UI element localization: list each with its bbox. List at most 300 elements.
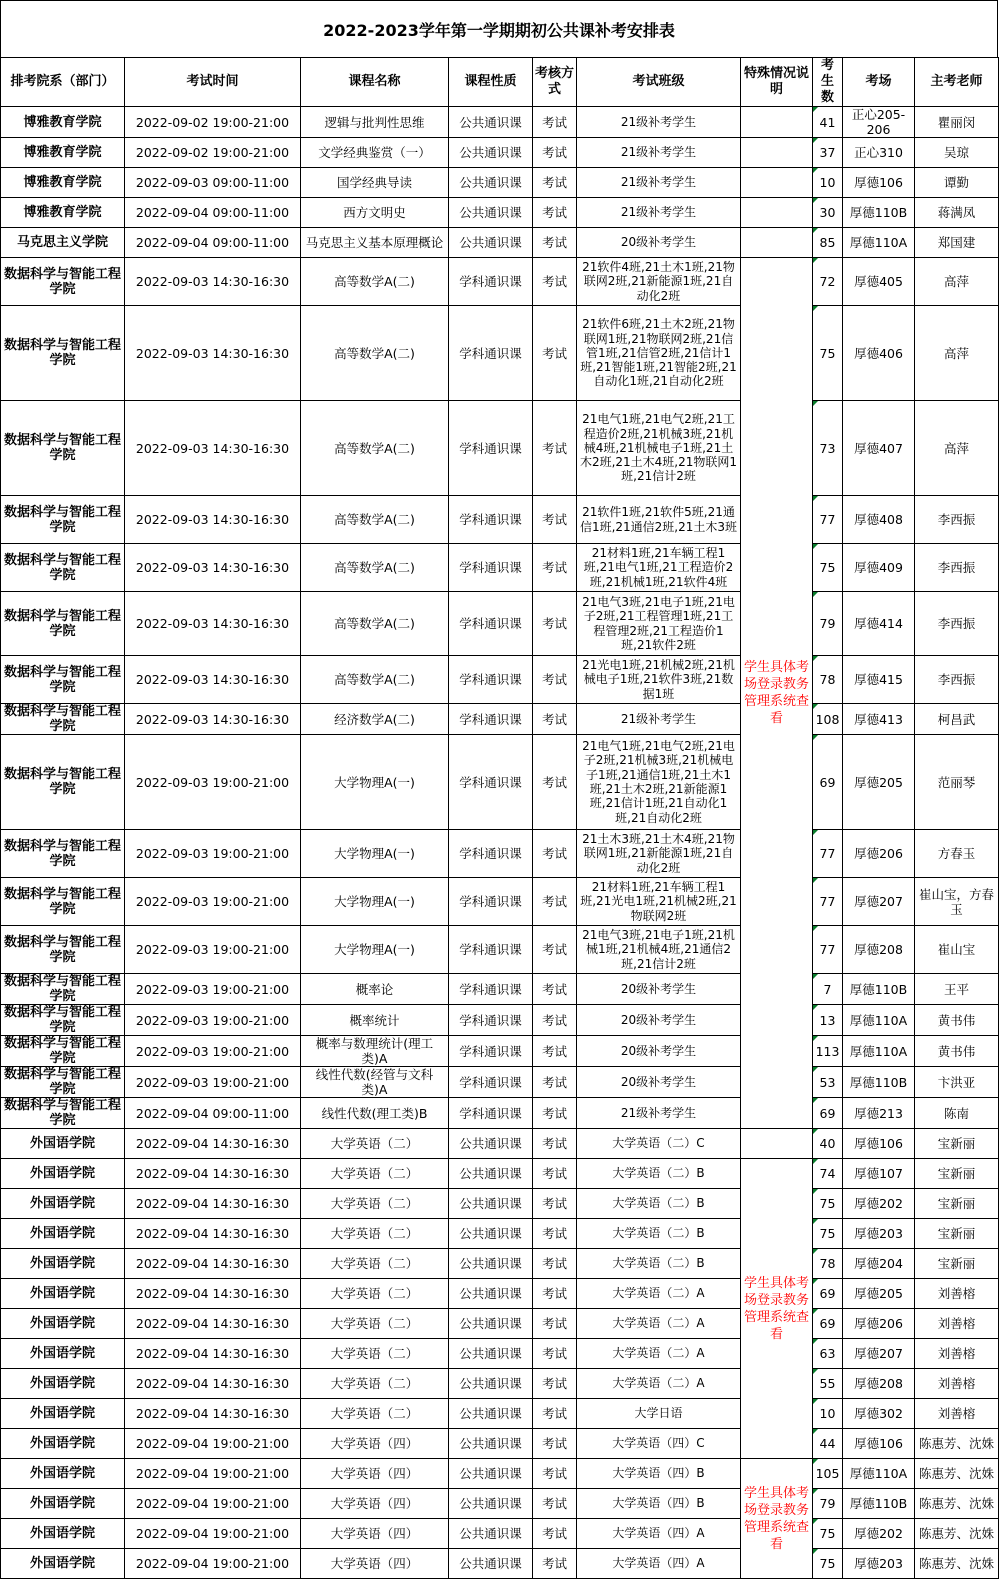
table-row — [1, 107, 999, 138]
count-cell: 77 — [813, 830, 843, 878]
class-cell: 21电气1班,21电气2班,21工程造价2班,21机械3班,21机械4班,21机械电子1班,21土木2班,21土木4班,21物联网1班,21信计2班 — [577, 401, 741, 496]
method-cell: 考试 — [533, 592, 577, 656]
method-cell: 考试 — [533, 1459, 577, 1489]
count-cell: 7 — [813, 974, 843, 1005]
time-cell: 2022-09-04 14:30-16:30 — [125, 1309, 301, 1339]
room-cell: 厚德110A — [843, 1005, 915, 1036]
header-note: 特殊情况说明 — [741, 58, 813, 107]
nature-cell: 学科通识课 — [449, 592, 533, 656]
time-cell: 2022-09-04 14:30-16:30 — [125, 1399, 301, 1429]
teacher-cell: 蒋满凤 — [915, 198, 999, 228]
teacher-cell: 陈惠芳、沈姝 — [915, 1549, 999, 1579]
course-cell: 大学物理A(一) — [301, 735, 449, 830]
teacher-cell: 高萍 — [915, 258, 999, 306]
course-cell: 大学英语（二） — [301, 1219, 449, 1249]
nature-cell: 公共通识课 — [449, 1369, 533, 1399]
table-row — [1, 1489, 999, 1519]
dept-cell: 数据科学与智能工程学院 — [1, 974, 125, 1005]
course-cell: 大学英语（二） — [301, 1279, 449, 1309]
teacher-cell: 高萍 — [915, 401, 999, 496]
class-cell: 大学英语（二）C — [577, 1129, 741, 1159]
count-cell: 77 — [813, 496, 843, 544]
nature-cell: 学科通识课 — [449, 306, 533, 401]
time-cell: 2022-09-04 14:30-16:30 — [125, 1159, 301, 1189]
dept-cell: 数据科学与智能工程学院 — [1, 592, 125, 656]
teacher-cell: 高萍 — [915, 306, 999, 401]
header-method: 考核方式 — [533, 58, 577, 107]
time-cell: 2022-09-03 19:00-21:00 — [125, 926, 301, 974]
class-cell: 大学英语（二）B — [577, 1189, 741, 1219]
count-cell: 13 — [813, 1005, 843, 1036]
dept-cell: 数据科学与智能工程学院 — [1, 1005, 125, 1036]
room-cell: 厚德409 — [843, 544, 915, 592]
class-cell: 大学日语 — [577, 1399, 741, 1429]
teacher-cell: 崔山宝，方春玉 — [915, 878, 999, 926]
count-cell: 73 — [813, 401, 843, 496]
count-cell: 40 — [813, 1129, 843, 1159]
nature-cell: 学科通识课 — [449, 258, 533, 306]
room-cell: 厚德110A — [843, 228, 915, 258]
teacher-cell: 宝新丽 — [915, 1249, 999, 1279]
course-cell: 国学经典导读 — [301, 168, 449, 198]
teacher-cell: 范丽琴 — [915, 735, 999, 830]
method-cell: 考试 — [533, 1129, 577, 1159]
table-row — [1, 1429, 999, 1459]
teacher-cell: 郑国建 — [915, 228, 999, 258]
count-cell: 63 — [813, 1339, 843, 1369]
time-cell: 2022-09-03 19:00-21:00 — [125, 735, 301, 830]
room-cell: 厚德407 — [843, 401, 915, 496]
count-cell: 79 — [813, 592, 843, 656]
dept-cell: 数据科学与智能工程学院 — [1, 1098, 125, 1129]
teacher-cell: 宝新丽 — [915, 1189, 999, 1219]
room-cell: 厚德202 — [843, 1189, 915, 1219]
nature-cell: 学科通识课 — [449, 1005, 533, 1036]
note-cell: 学生具体考场登录教务管理系统查看 — [741, 258, 813, 1129]
time-cell: 2022-09-04 19:00-21:00 — [125, 1519, 301, 1549]
room-cell: 厚德206 — [843, 1309, 915, 1339]
room-cell: 厚德110B — [843, 198, 915, 228]
nature-cell: 公共通识课 — [449, 198, 533, 228]
course-cell: 大学英语（二） — [301, 1249, 449, 1279]
course-cell: 大学英语（二） — [301, 1399, 449, 1429]
teacher-cell: 刘善榕 — [915, 1309, 999, 1339]
dept-cell: 外国语学院 — [1, 1279, 125, 1309]
teacher-cell: 陈南 — [915, 1098, 999, 1129]
room-cell: 厚德207 — [843, 1339, 915, 1369]
dept-cell: 数据科学与智能工程学院 — [1, 1067, 125, 1098]
nature-cell: 学科通识课 — [449, 974, 533, 1005]
dept-cell: 数据科学与智能工程学院 — [1, 496, 125, 544]
teacher-cell: 李西振 — [915, 544, 999, 592]
count-cell: 37 — [813, 138, 843, 168]
dept-cell: 数据科学与智能工程学院 — [1, 735, 125, 830]
table-row — [1, 656, 999, 704]
method-cell: 考试 — [533, 656, 577, 704]
time-cell: 2022-09-04 14:30-16:30 — [125, 1279, 301, 1309]
class-cell: 大学英语（二）A — [577, 1339, 741, 1369]
count-cell: 53 — [813, 1067, 843, 1098]
method-cell: 考试 — [533, 1249, 577, 1279]
dept-cell: 数据科学与智能工程学院 — [1, 401, 125, 496]
teacher-cell: 吴琼 — [915, 138, 999, 168]
class-cell: 大学英语（四）B — [577, 1489, 741, 1519]
teacher-cell: 黄书伟 — [915, 1036, 999, 1067]
room-cell: 厚德110B — [843, 1489, 915, 1519]
table-row — [1, 1279, 999, 1309]
course-cell: 大学物理A(一) — [301, 926, 449, 974]
nature-cell: 公共通识课 — [449, 1399, 533, 1429]
table-row — [1, 1339, 999, 1369]
method-cell: 考试 — [533, 1429, 577, 1459]
dept-cell: 外国语学院 — [1, 1489, 125, 1519]
method-cell: 考试 — [533, 1549, 577, 1579]
count-cell: 78 — [813, 656, 843, 704]
teacher-cell: 刘善榕 — [915, 1369, 999, 1399]
table-row — [1, 168, 999, 198]
course-cell: 大学英语（四） — [301, 1549, 449, 1579]
class-cell: 21级补考学生 — [577, 107, 741, 138]
nature-cell: 公共通识课 — [449, 1159, 533, 1189]
dept-cell: 博雅教育学院 — [1, 107, 125, 138]
count-cell: 75 — [813, 544, 843, 592]
table-row — [1, 704, 999, 735]
teacher-cell: 刘善榕 — [915, 1279, 999, 1309]
note-cell: 学生具体考场登录教务管理系统查看 — [741, 1459, 813, 1579]
method-cell: 考试 — [533, 258, 577, 306]
teacher-cell: 李西振 — [915, 656, 999, 704]
course-cell: 大学物理A(一) — [301, 878, 449, 926]
dept-cell: 外国语学院 — [1, 1159, 125, 1189]
teacher-cell: 李西振 — [915, 496, 999, 544]
class-cell: 大学英语（四）A — [577, 1549, 741, 1579]
teacher-cell: 方春玉 — [915, 830, 999, 878]
room-cell: 厚德110A — [843, 1036, 915, 1067]
method-cell: 考试 — [533, 306, 577, 401]
header-nature: 课程性质 — [449, 58, 533, 107]
nature-cell: 公共通识课 — [449, 228, 533, 258]
table-row — [1, 974, 999, 1005]
class-cell: 20级补考学生 — [577, 1005, 741, 1036]
note-cell-empty — [741, 168, 813, 198]
teacher-cell: 王平 — [915, 974, 999, 1005]
nature-cell: 公共通识课 — [449, 1489, 533, 1519]
room-cell: 厚德406 — [843, 306, 915, 401]
count-cell: 10 — [813, 1399, 843, 1429]
method-cell: 考试 — [533, 704, 577, 735]
method-cell: 考试 — [533, 735, 577, 830]
room-cell: 厚德202 — [843, 1519, 915, 1549]
header-room: 考场 — [843, 58, 915, 107]
time-cell: 2022-09-04 19:00-21:00 — [125, 1459, 301, 1489]
room-cell: 厚德413 — [843, 704, 915, 735]
time-cell: 2022-09-04 14:30-16:30 — [125, 1129, 301, 1159]
count-cell: 69 — [813, 1279, 843, 1309]
count-cell: 75 — [813, 1519, 843, 1549]
count-cell: 75 — [813, 1189, 843, 1219]
nature-cell: 公共通识课 — [449, 1429, 533, 1459]
count-cell: 72 — [813, 258, 843, 306]
time-cell: 2022-09-03 19:00-21:00 — [125, 1036, 301, 1067]
note-cell-empty — [741, 198, 813, 228]
time-cell: 2022-09-04 14:30-16:30 — [125, 1249, 301, 1279]
room-cell: 厚德205 — [843, 1279, 915, 1309]
time-cell: 2022-09-03 14:30-16:30 — [125, 496, 301, 544]
dept-cell: 数据科学与智能工程学院 — [1, 878, 125, 926]
dept-cell: 博雅教育学院 — [1, 138, 125, 168]
time-cell: 2022-09-03 14:30-16:30 — [125, 592, 301, 656]
time-cell: 2022-09-03 19:00-21:00 — [125, 1005, 301, 1036]
table-row — [1, 401, 999, 496]
dept-cell: 数据科学与智能工程学院 — [1, 544, 125, 592]
class-cell: 21土木3班,21土木4班,21物联网1班,21新能源1班,21自动化2班 — [577, 830, 741, 878]
dept-cell: 外国语学院 — [1, 1189, 125, 1219]
room-cell: 厚德110B — [843, 974, 915, 1005]
time-cell: 2022-09-03 14:30-16:30 — [125, 306, 301, 401]
dept-cell: 马克思主义学院 — [1, 228, 125, 258]
teacher-cell: 谭勤 — [915, 168, 999, 198]
note-cell: 学生具体考场登录教务管理系统查看 — [741, 1159, 813, 1459]
method-cell: 考试 — [533, 1369, 577, 1399]
time-cell: 2022-09-04 09:00-11:00 — [125, 1098, 301, 1129]
method-cell: 考试 — [533, 138, 577, 168]
dept-cell: 数据科学与智能工程学院 — [1, 258, 125, 306]
course-cell: 线性代数(经管与文科类)A — [301, 1067, 449, 1098]
count-cell: 55 — [813, 1369, 843, 1399]
table-row — [1, 830, 999, 878]
teacher-cell: 陈惠芳、沈姝 — [915, 1489, 999, 1519]
time-cell: 2022-09-04 14:30-16:30 — [125, 1369, 301, 1399]
time-cell: 2022-09-03 19:00-21:00 — [125, 974, 301, 1005]
count-cell: 79 — [813, 1489, 843, 1519]
time-cell: 2022-09-04 14:30-16:30 — [125, 1339, 301, 1369]
teacher-cell: 刘善榕 — [915, 1339, 999, 1369]
count-cell: 69 — [813, 1309, 843, 1339]
table-row — [1, 258, 999, 306]
time-cell: 2022-09-03 19:00-21:00 — [125, 1067, 301, 1098]
note-cell-empty — [741, 138, 813, 168]
table-row — [1, 544, 999, 592]
teacher-cell: 崔山宝 — [915, 926, 999, 974]
method-cell: 考试 — [533, 168, 577, 198]
dept-cell: 外国语学院 — [1, 1369, 125, 1399]
nature-cell: 公共通识课 — [449, 1339, 533, 1369]
room-cell: 厚德203 — [843, 1549, 915, 1579]
room-cell: 厚德203 — [843, 1219, 915, 1249]
course-cell: 高等数学A(二) — [301, 496, 449, 544]
course-cell: 大学物理A(一) — [301, 830, 449, 878]
time-cell: 2022-09-02 19:00-21:00 — [125, 138, 301, 168]
method-cell: 考试 — [533, 198, 577, 228]
class-cell: 20级补考学生 — [577, 228, 741, 258]
method-cell: 考试 — [533, 1339, 577, 1369]
nature-cell: 学科通识课 — [449, 401, 533, 496]
method-cell: 考试 — [533, 496, 577, 544]
table-row — [1, 138, 999, 168]
dept-cell: 外国语学院 — [1, 1249, 125, 1279]
nature-cell: 学科通识课 — [449, 544, 533, 592]
room-cell: 厚德107 — [843, 1159, 915, 1189]
table-row — [1, 1159, 999, 1189]
nature-cell: 公共通识课 — [449, 1189, 533, 1219]
class-cell: 21材料1班,21车辆工程1班,21电气1班,21工程造价2班,21机械1班,21软件4班 — [577, 544, 741, 592]
header-time: 考试时间 — [125, 58, 301, 107]
nature-cell: 学科通识课 — [449, 1036, 533, 1067]
method-cell: 考试 — [533, 1219, 577, 1249]
course-cell: 大学英语（二） — [301, 1339, 449, 1369]
count-cell: 69 — [813, 735, 843, 830]
time-cell: 2022-09-04 19:00-21:00 — [125, 1549, 301, 1579]
count-cell: 75 — [813, 1549, 843, 1579]
header-course: 课程名称 — [301, 58, 449, 107]
course-cell: 概率论 — [301, 974, 449, 1005]
time-cell: 2022-09-04 19:00-21:00 — [125, 1489, 301, 1519]
method-cell: 考试 — [533, 974, 577, 1005]
dept-cell: 数据科学与智能工程学院 — [1, 926, 125, 974]
room-cell: 厚德302 — [843, 1399, 915, 1429]
class-cell: 20级补考学生 — [577, 974, 741, 1005]
class-cell: 21软件6班,21土木2班,21物联网1班,21物联网2班,21信管1班,21信管2班,21信计1班,21智能1班,21智能2班,21自动化1班,21自动化2班 — [577, 306, 741, 401]
time-cell: 2022-09-03 14:30-16:30 — [125, 544, 301, 592]
teacher-cell: 宝新丽 — [915, 1159, 999, 1189]
class-cell: 21电气1班,21电气2班,21电子2班,21机械3班,21机械电子1班,21通信1班,21土木1班,21土木2班,21新能源1班,21信计1班,21自动化1班,21自动化2班 — [577, 735, 741, 830]
dept-cell: 数据科学与智能工程学院 — [1, 1036, 125, 1067]
teacher-cell: 宝新丽 — [915, 1129, 999, 1159]
count-cell: 105 — [813, 1459, 843, 1489]
exam-schedule-table — [0, 57, 999, 1579]
course-cell: 高等数学A(二) — [301, 258, 449, 306]
course-cell: 线性代数(理工类)B — [301, 1098, 449, 1129]
count-cell: 69 — [813, 1098, 843, 1129]
table-row — [1, 1249, 999, 1279]
room-cell: 正心205-206 — [843, 107, 915, 138]
course-cell: 逻辑与批判性思维 — [301, 107, 449, 138]
nature-cell: 学科通识课 — [449, 830, 533, 878]
count-cell: 78 — [813, 1249, 843, 1279]
nature-cell: 公共通识课 — [449, 1549, 533, 1579]
method-cell: 考试 — [533, 1159, 577, 1189]
nature-cell: 学科通识课 — [449, 926, 533, 974]
course-cell: 大学英语（四） — [301, 1519, 449, 1549]
course-cell: 高等数学A(二) — [301, 306, 449, 401]
class-cell: 大学英语（四）A — [577, 1519, 741, 1549]
teacher-cell: 卞洪亚 — [915, 1067, 999, 1098]
sheet-title: 2022-2023学年第一学期期初公共课补考安排表 — [0, 0, 998, 57]
class-cell: 21光电1班,21机械2班,21机械电子1班,21软件3班,21数据1班 — [577, 656, 741, 704]
room-cell: 厚德106 — [843, 1129, 915, 1159]
room-cell: 厚德106 — [843, 168, 915, 198]
table-row — [1, 1309, 999, 1339]
table-row — [1, 1036, 999, 1067]
teacher-cell: 柯昌武 — [915, 704, 999, 735]
course-cell: 高等数学A(二) — [301, 592, 449, 656]
method-cell: 考试 — [533, 1489, 577, 1519]
method-cell: 考试 — [533, 830, 577, 878]
table-row — [1, 1098, 999, 1129]
dept-cell: 外国语学院 — [1, 1549, 125, 1579]
note-cell-empty — [741, 1129, 813, 1159]
method-cell: 考试 — [533, 1098, 577, 1129]
dept-cell: 数据科学与智能工程学院 — [1, 704, 125, 735]
nature-cell: 学科通识课 — [449, 1067, 533, 1098]
class-cell: 21软件1班,21软件5班,21通信1班,21通信2班,21土木3班 — [577, 496, 741, 544]
class-cell: 21软件4班,21土木1班,21物联网2班,21新能源1班,21自动化2班 — [577, 258, 741, 306]
class-cell: 21电气3班,21电子1班,21机械1班,21机械4班,21通信2班,21信计2班 — [577, 926, 741, 974]
room-cell: 厚德110A — [843, 1459, 915, 1489]
header-class: 考试班级 — [577, 58, 741, 107]
nature-cell: 公共通识课 — [449, 1309, 533, 1339]
count-cell: 10 — [813, 168, 843, 198]
class-cell: 20级补考学生 — [577, 1067, 741, 1098]
teacher-cell: 刘善榕 — [915, 1399, 999, 1429]
time-cell: 2022-09-03 14:30-16:30 — [125, 401, 301, 496]
nature-cell: 学科通识课 — [449, 656, 533, 704]
nature-cell: 学科通识课 — [449, 735, 533, 830]
time-cell: 2022-09-03 14:30-16:30 — [125, 704, 301, 735]
course-cell: 高等数学A(二) — [301, 544, 449, 592]
nature-cell: 学科通识课 — [449, 496, 533, 544]
nature-cell: 学科通识课 — [449, 1098, 533, 1129]
course-cell: 高等数学A(二) — [301, 656, 449, 704]
table-row — [1, 496, 999, 544]
table-row — [1, 1189, 999, 1219]
table-row — [1, 735, 999, 830]
time-cell: 2022-09-03 14:30-16:30 — [125, 258, 301, 306]
course-cell: 经济数学A(二) — [301, 704, 449, 735]
header-teacher: 主考老师 — [915, 58, 999, 107]
course-cell: 高等数学A(二) — [301, 401, 449, 496]
dept-cell: 数据科学与智能工程学院 — [1, 306, 125, 401]
nature-cell: 公共通识课 — [449, 1519, 533, 1549]
dept-cell: 外国语学院 — [1, 1399, 125, 1429]
count-cell: 77 — [813, 878, 843, 926]
method-cell: 考试 — [533, 1036, 577, 1067]
class-cell: 大学英语（二）A — [577, 1309, 741, 1339]
course-cell: 大学英语（四） — [301, 1459, 449, 1489]
room-cell: 厚德213 — [843, 1098, 915, 1129]
class-cell: 21级补考学生 — [577, 1098, 741, 1129]
method-cell: 考试 — [533, 926, 577, 974]
teacher-cell: 陈惠芳、沈姝 — [915, 1459, 999, 1489]
course-cell: 大学英语（四） — [301, 1429, 449, 1459]
dept-cell: 博雅教育学院 — [1, 198, 125, 228]
teacher-cell: 瞿丽闵 — [915, 107, 999, 138]
table-row — [1, 1459, 999, 1489]
method-cell: 考试 — [533, 228, 577, 258]
table-row — [1, 1005, 999, 1036]
teacher-cell: 陈惠芳、沈姝 — [915, 1519, 999, 1549]
dept-cell: 外国语学院 — [1, 1459, 125, 1489]
time-cell: 2022-09-04 09:00-11:00 — [125, 228, 301, 258]
class-cell: 大学英语（二）B — [577, 1219, 741, 1249]
class-cell: 20级补考学生 — [577, 1036, 741, 1067]
count-cell: 44 — [813, 1429, 843, 1459]
course-cell: 大学英语（二） — [301, 1159, 449, 1189]
dept-cell: 外国语学院 — [1, 1429, 125, 1459]
class-cell: 21级补考学生 — [577, 138, 741, 168]
count-cell: 74 — [813, 1159, 843, 1189]
teacher-cell: 宝新丽 — [915, 1219, 999, 1249]
dept-cell: 数据科学与智能工程学院 — [1, 830, 125, 878]
teacher-cell: 陈惠芳、沈姝 — [915, 1429, 999, 1459]
table-row — [1, 306, 999, 401]
class-cell: 21材料1班,21车辆工程1班,21光电1班,21机械2班,21物联网2班 — [577, 878, 741, 926]
header-row — [1, 58, 999, 107]
table-row — [1, 878, 999, 926]
table-row — [1, 1129, 999, 1159]
nature-cell: 公共通识课 — [449, 1249, 533, 1279]
course-cell: 大学英语（二） — [301, 1369, 449, 1399]
